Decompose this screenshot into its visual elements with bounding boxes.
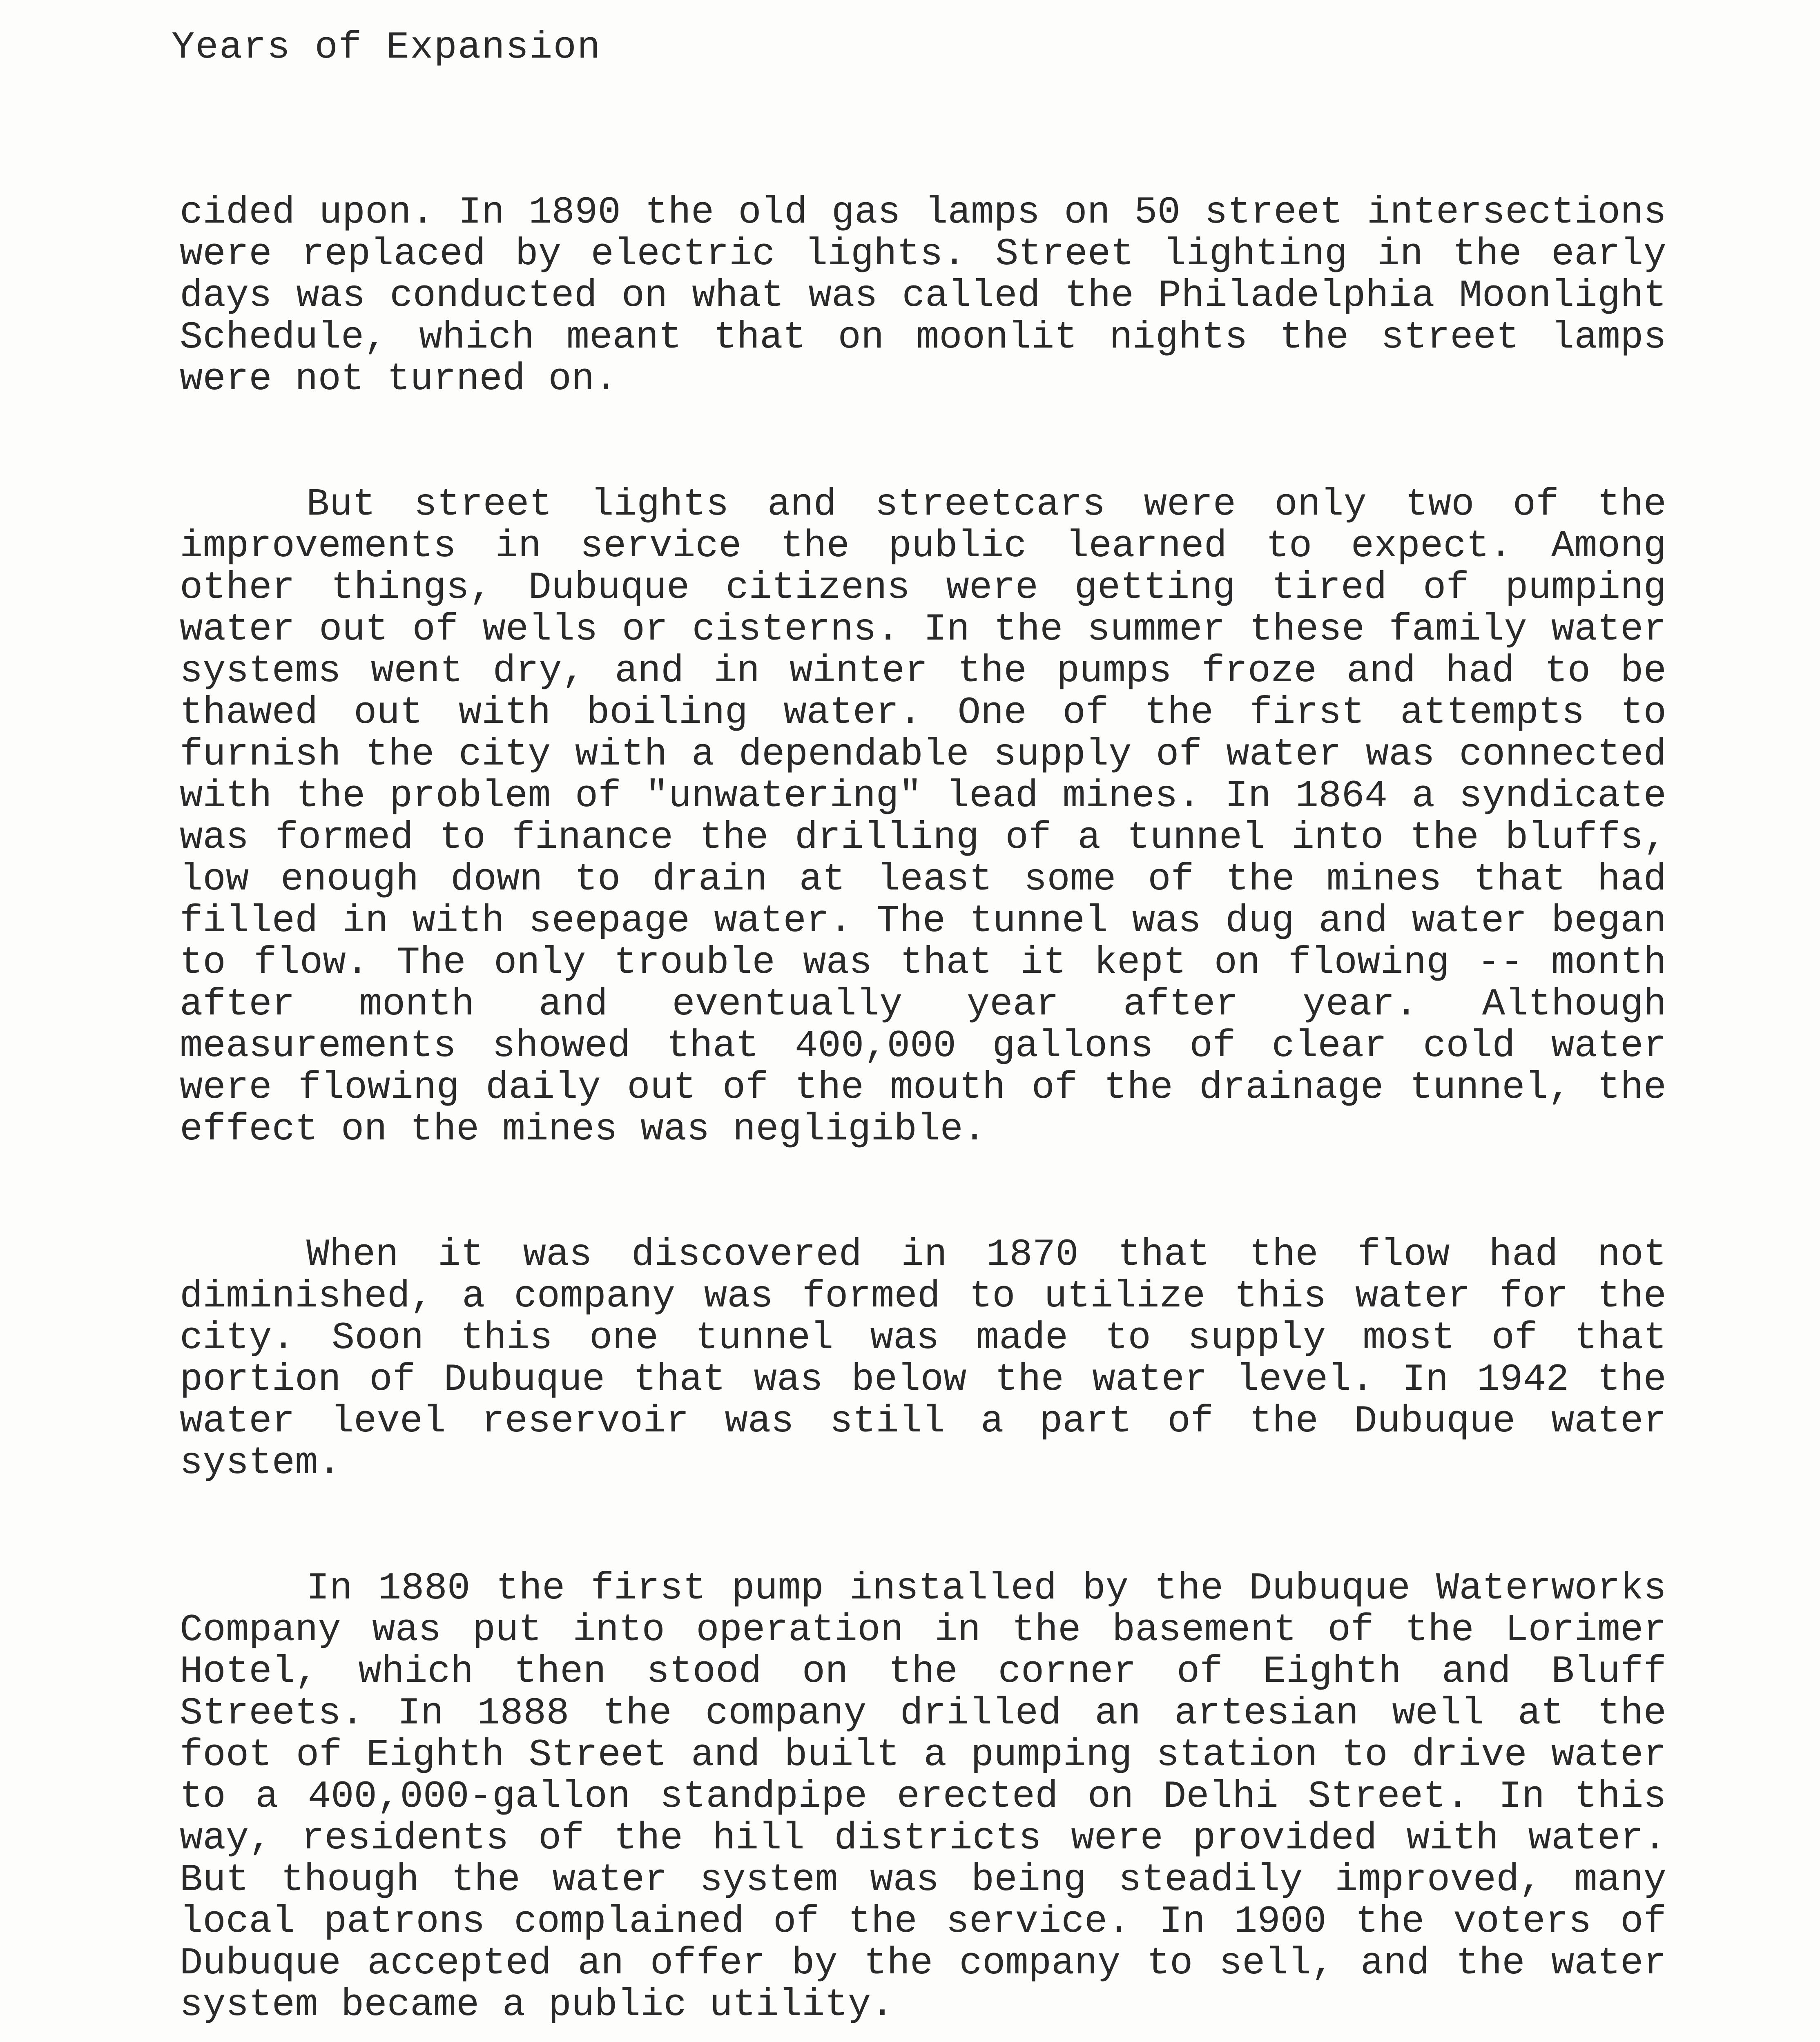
paragraph-4: In 1880 the first pump installed by the Dubuque Waterworks Company was put into operation in the basement of the Lorimer Hotel, which then stood on the corner of Eighth and Bluff Streets. In 1888 the company drilled an artesian well at the foot of Eighth Street and built a pumping station to drive water to a 400,000-gallon standpipe erected on Delhi Street. In this way, residents of the hill districts were provided with water. But though the water system was being steadily improved, many local patrons complained of the service. In 1900 the voters of Dubuque accepted an offer by the company to sell, and the water system became a public utility. [180, 1567, 1666, 2027]
running-head: Years of Expansion [172, 26, 601, 69]
paragraph-3: When it was discovered in 1870 that the flow had not diminished, a company was formed to utilize this water for the city. Soon this one tunnel was made to supply most of that portion of Dubuque that was below the water level. In 1942 the water level reservoir was still a part of the Dubuque water system. [180, 1233, 1666, 1485]
paragraph-1: cided upon. In 1890 the old gas lamps on 50 street intersections were replaced by electric lights. Street lighting in the early days was conducted on what was called the Philadelphia Moonlight Schedule, which meant that on moonlit nights the street lamps were not turned on. [180, 191, 1666, 401]
body-text [180, 192, 1666, 2042]
paragraph-2: But street lights and streetcars were only two of the improvements in service the public learned to expect. Among other things, Dubuque citizens were getting tired of pumping water out of wells or cisterns. In the summer these family water systems went dry, and in winter the pumps froze and had to be thawed out with boiling water. One of the first attempts to furnish the city with a dependable supply of water was connected with the problem of "unwatering" lead mines. In 1864 a syndicate was formed to finance the drilling of a tunnel into the bluffs, low enough down to drain at least some of the mines that had filled in with seepage water. The tunnel was dug and water began to flow. The only trouble was that it kept on flowing -- month after month and eventually year after year. Although measurements showed that 400,000 gallons of clear cold water were flowing daily out of the mouth of the drainage tunnel, the effect on the mines was negligible. [180, 483, 1666, 1151]
